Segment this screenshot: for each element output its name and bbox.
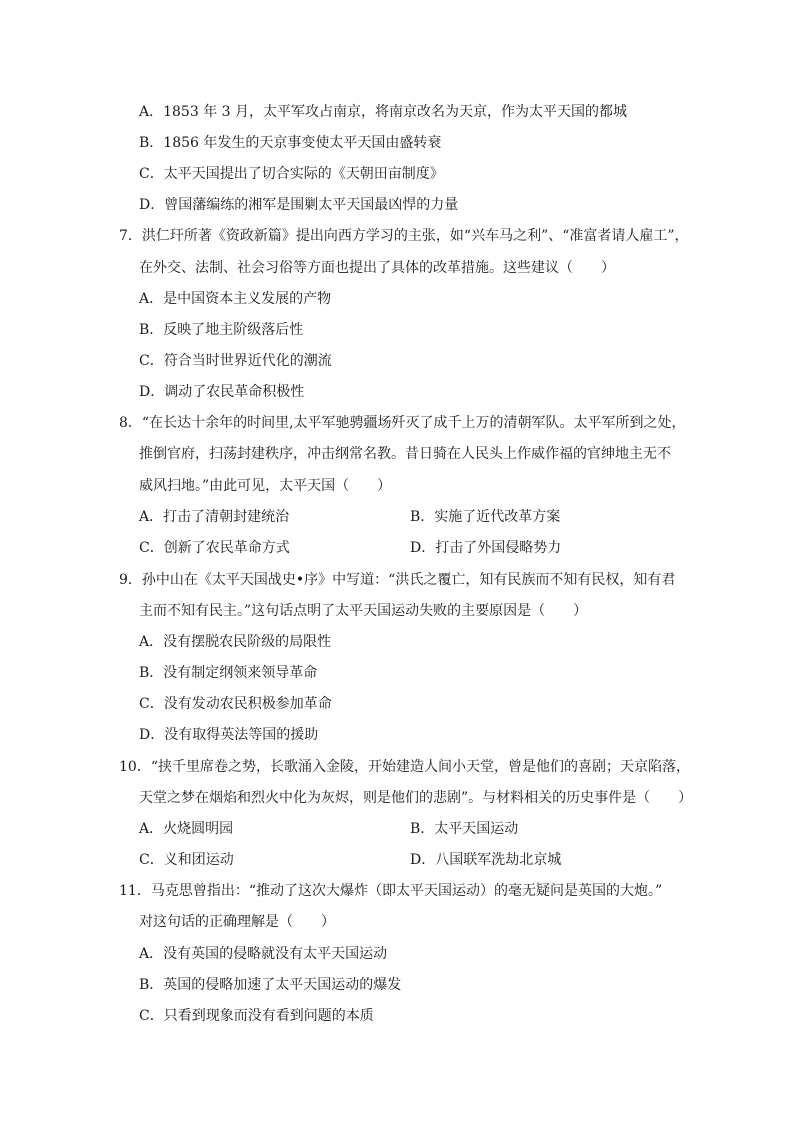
q7-option-b: B．反映了地主阶级落后性 (139, 322, 304, 338)
q6-option-c: C．太平天国提出了切合实际的《天朝田亩制度》 (139, 166, 444, 182)
q10-stem-line1: 10．“挟千里席卷之势，长歌涌入金陵，开始建造人间小天堂，曾是他们的喜剧；天京陷落， (119, 759, 690, 775)
q8-stem-line3: 威风扫地。”由此可见，太平天国（ ） (139, 478, 392, 494)
q11-stem-line2: 对这句话的正确理解是（ ） (139, 914, 335, 930)
q7-option-d: D．调动了农民革命积极性 (139, 384, 305, 400)
q9-option-d: D．没有取得英法等国的援助 (139, 727, 319, 743)
q7-stem-line2: 在外交、法制、社会习俗等方面也提出了具体的改革措施。这些建议（ ） (139, 260, 615, 276)
q6-option-d: D．曾国藩编练的湘军是围剿太平天国最凶悍的力量 (139, 197, 459, 213)
q8-stem-line1: 8．“在长达十余年的时间里,太平军驰骋疆场歼灭了成千上万的清朝军队。太平军所到之处， (119, 415, 686, 431)
q6-option-b: B．1856 年发生的天京事变使太平天国由盛转衰 (139, 135, 442, 151)
q11-option-c: C．只看到现象而没有看到问题的本质 (139, 1008, 374, 1024)
q11-option-a: A．没有英国的侵略就没有太平天国运动 (139, 946, 388, 962)
q8-option-d: D．打击了外国侵略势力 (410, 540, 562, 556)
q9-option-b: B．没有制定纲领来领导革命 (139, 665, 318, 681)
q8-option-b: B．实施了近代改革方案 (410, 509, 561, 525)
q10-option-d: D．八国联军洗劫北京城 (410, 852, 562, 868)
q10-option-c: C．义和团运动 (139, 852, 234, 868)
q10-option-a: A．火烧圆明园 (139, 821, 234, 837)
q10-option-b: B．太平天国运动 (410, 821, 519, 837)
q7-stem-line1: 7．洪仁玕所著《资政新篇》提出向西方学习的主张，如“兴车马之利”、“准富者请人雇工”， (119, 228, 689, 244)
q8-option-a: A．打击了清朝封建统治 (139, 509, 290, 525)
q9-stem-line2: 主而不知有民主。”这句话点明了太平天国运动失败的主要原因是（ ） (139, 603, 588, 619)
q6-option-a: A．1853 年 3 月，太平军攻占南京，将南京改名为天京，作为太平天国的都城 (139, 104, 627, 120)
q8-stem-line2: 推倒官府，扫荡封建秩序，冲击纲常名教。昔日骑在人民头上作威作福的官绅地主无不 (139, 446, 671, 462)
q7-option-c: C．符合当时世界近代化的潮流 (139, 353, 332, 369)
q9-option-c: C．没有发动农民积极参加革命 (139, 696, 332, 712)
q10-stem-line2: 天堂之梦在烟焰和烈火中化为灰烬，则是他们的悲剧”。与材料相关的历史事件是（ ） (139, 790, 693, 806)
q9-stem-line1: 9．孙中山在《太平天国战史•序》中写道：“洪氏之覆亡，知有民族而不知有民权，知有君 (119, 572, 676, 588)
q7-option-a: A．是中国资本主义发展的产物 (139, 291, 332, 307)
q9-option-a: A．没有摆脱农民阶级的局限性 (139, 634, 332, 650)
q8-option-c: C．创新了农民革命方式 (139, 540, 290, 556)
q11-option-b: B．英国的侵略加速了太平天国运动的爆发 (139, 977, 402, 993)
q11-stem-line1: 11．马克思曾指出：“推动了这次大爆炸（即太平天国运动）的毫无疑问是英国的大炮。” (119, 883, 663, 899)
